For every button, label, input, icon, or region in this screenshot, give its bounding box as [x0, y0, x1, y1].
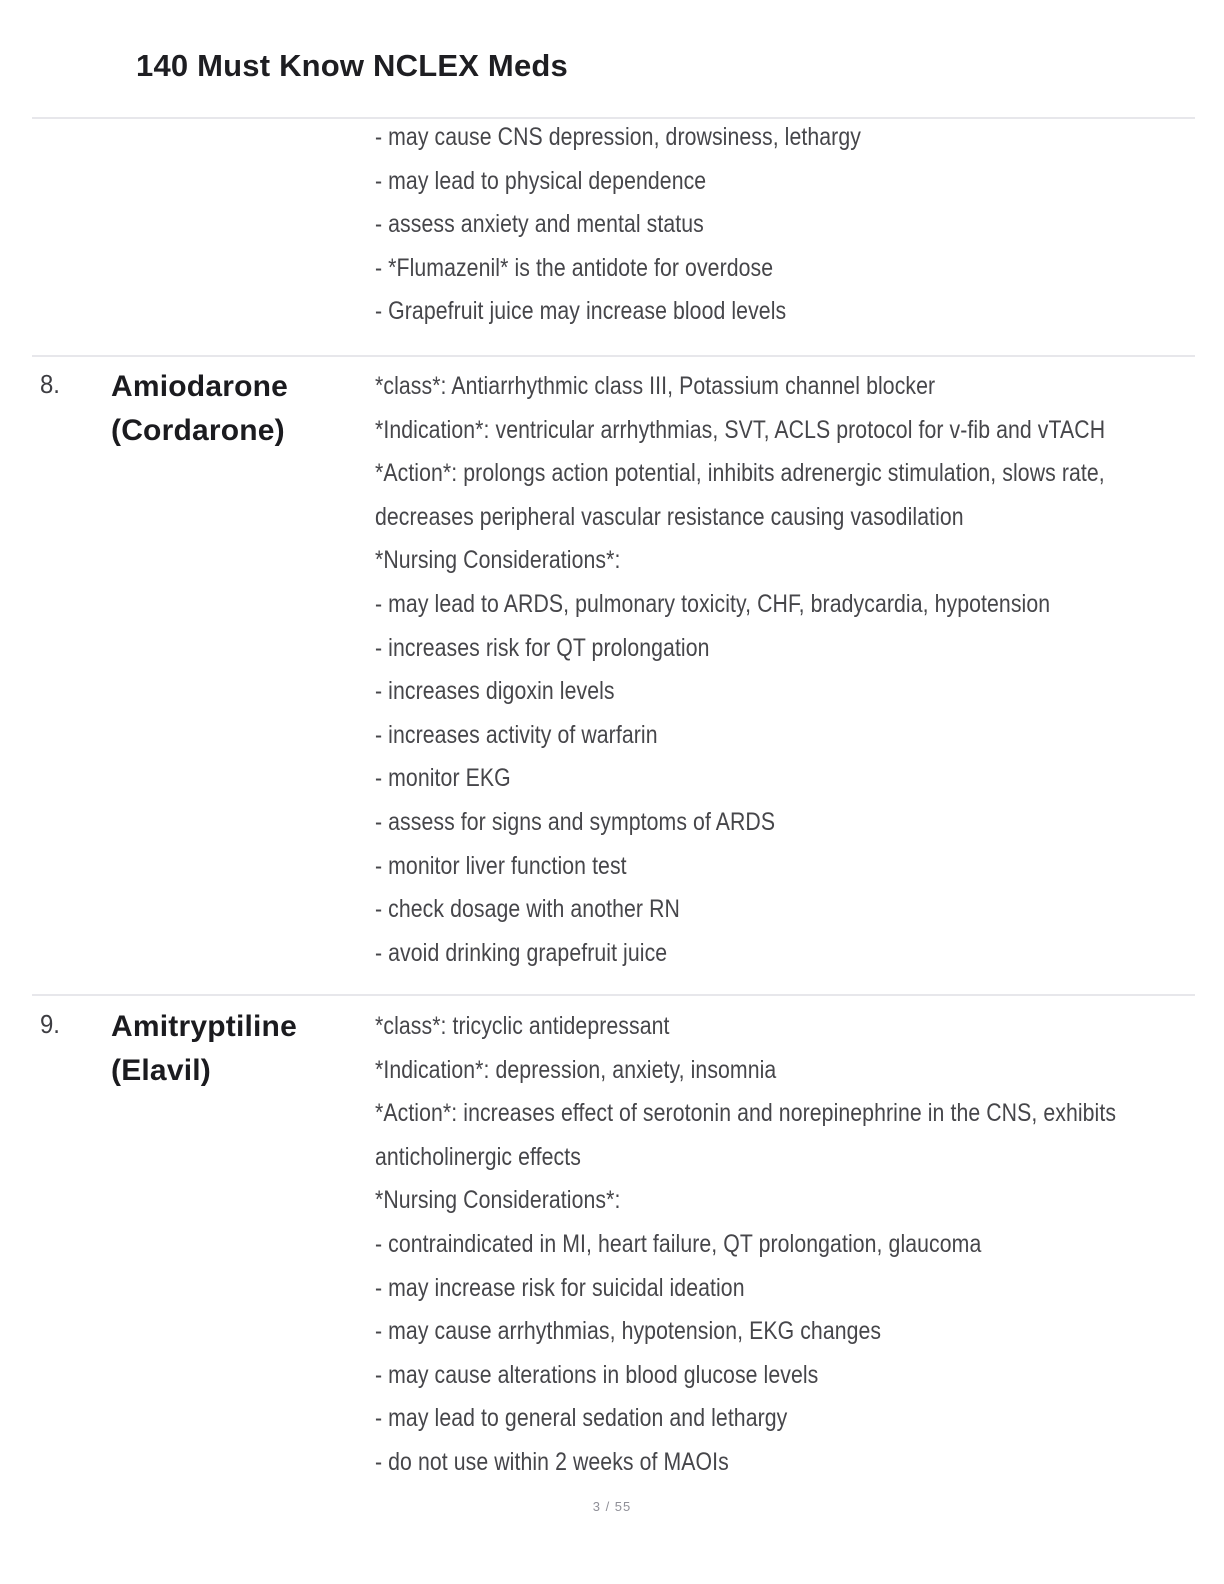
detail-line: - may cause CNS depression, drowsiness, lethargy — [375, 123, 861, 151]
detail-line: - may lead to ARDS, pulmonary toxicity, CHF, bradycardia, hypotension — [375, 589, 1051, 618]
drug-name — [111, 1005, 297, 1093]
row-number: 9. — [40, 1009, 60, 1039]
detail-line: - contraindicated in MI, heart failure, QT prolongation, glaucoma — [375, 1229, 982, 1258]
detail-line: - monitor liver function test — [375, 851, 627, 880]
detail-line: - monitor EKG — [375, 764, 511, 793]
detail-line: - *Flumazenil* is the antidote for overdose — [375, 253, 774, 282]
detail-line: *Action*: prolongs action potential, inhibits adrenergic stimulation, slows rate, — [375, 459, 1105, 488]
page-title: 140 Must Know NCLEX Meds — [136, 47, 568, 83]
detail-line: - may increase risk for suicidal ideation — [375, 1273, 745, 1302]
drug-brand-line: (Cordarone) — [111, 414, 285, 447]
detail-line: anticholinergic effects — [375, 1142, 581, 1171]
drug-name-line: Amiodarone — [111, 370, 289, 403]
detail-line: *Nursing Considerations*: — [375, 1186, 621, 1215]
row-divider — [32, 355, 1195, 357]
row-number: 8. — [40, 369, 60, 399]
detail-line: *Action*: increases effect of serotonin and norepinephrine in the CNS, exhibits — [375, 1099, 1117, 1128]
detail-line: *class*: Antiarrhythmic class III, Potassium channel blocker — [375, 372, 936, 400]
detail-line: - Grapefruit juice may increase blood levels — [375, 297, 787, 326]
drug-name-line: Amitryptiline — [111, 1010, 297, 1043]
drug-name — [111, 365, 288, 453]
drug-details — [375, 116, 947, 334]
drug-brand-line: (Elavil) — [111, 1054, 211, 1087]
detail-line: - do not use within 2 weeks of MAOIs — [375, 1447, 729, 1476]
page-number: 3 / 55 — [592, 1499, 632, 1514]
detail-line: *class*: tricyclic antidepressant — [375, 1012, 670, 1040]
detail-line: - may cause arrhythmias, hypotension, EKG changes — [375, 1317, 882, 1346]
row-divider — [32, 994, 1195, 996]
detail-line: - assess for signs and symptoms of ARDS — [375, 807, 776, 836]
detail-line: - assess anxiety and mental status — [375, 210, 704, 239]
detail-line: - increases risk for QT prolongation — [375, 633, 710, 662]
detail-line: - may cause alterations in blood glucose levels — [375, 1360, 819, 1389]
detail-line: - may lead to general sedation and lethargy — [375, 1404, 788, 1433]
drug-details — [375, 365, 1224, 975]
detail-line: decreases peripheral vascular resistance causing vasodilation — [375, 502, 964, 531]
detail-line: - check dosage with another RN — [375, 895, 680, 924]
detail-line: - may lead to physical dependence — [375, 166, 707, 195]
detail-line: - avoid drinking grapefruit juice — [375, 938, 668, 967]
detail-line: *Indication*: depression, anxiety, insomnia — [375, 1055, 777, 1084]
detail-line: *Nursing Considerations*: — [375, 546, 621, 575]
detail-line: - increases activity of warfarin — [375, 720, 658, 749]
detail-line: - increases digoxin levels — [375, 677, 615, 706]
detail-line: *Indication*: ventricular arrhythmias, SVT, ACLS protocol for v-fib and vTACH — [375, 415, 1106, 444]
drug-details — [375, 1005, 1224, 1485]
